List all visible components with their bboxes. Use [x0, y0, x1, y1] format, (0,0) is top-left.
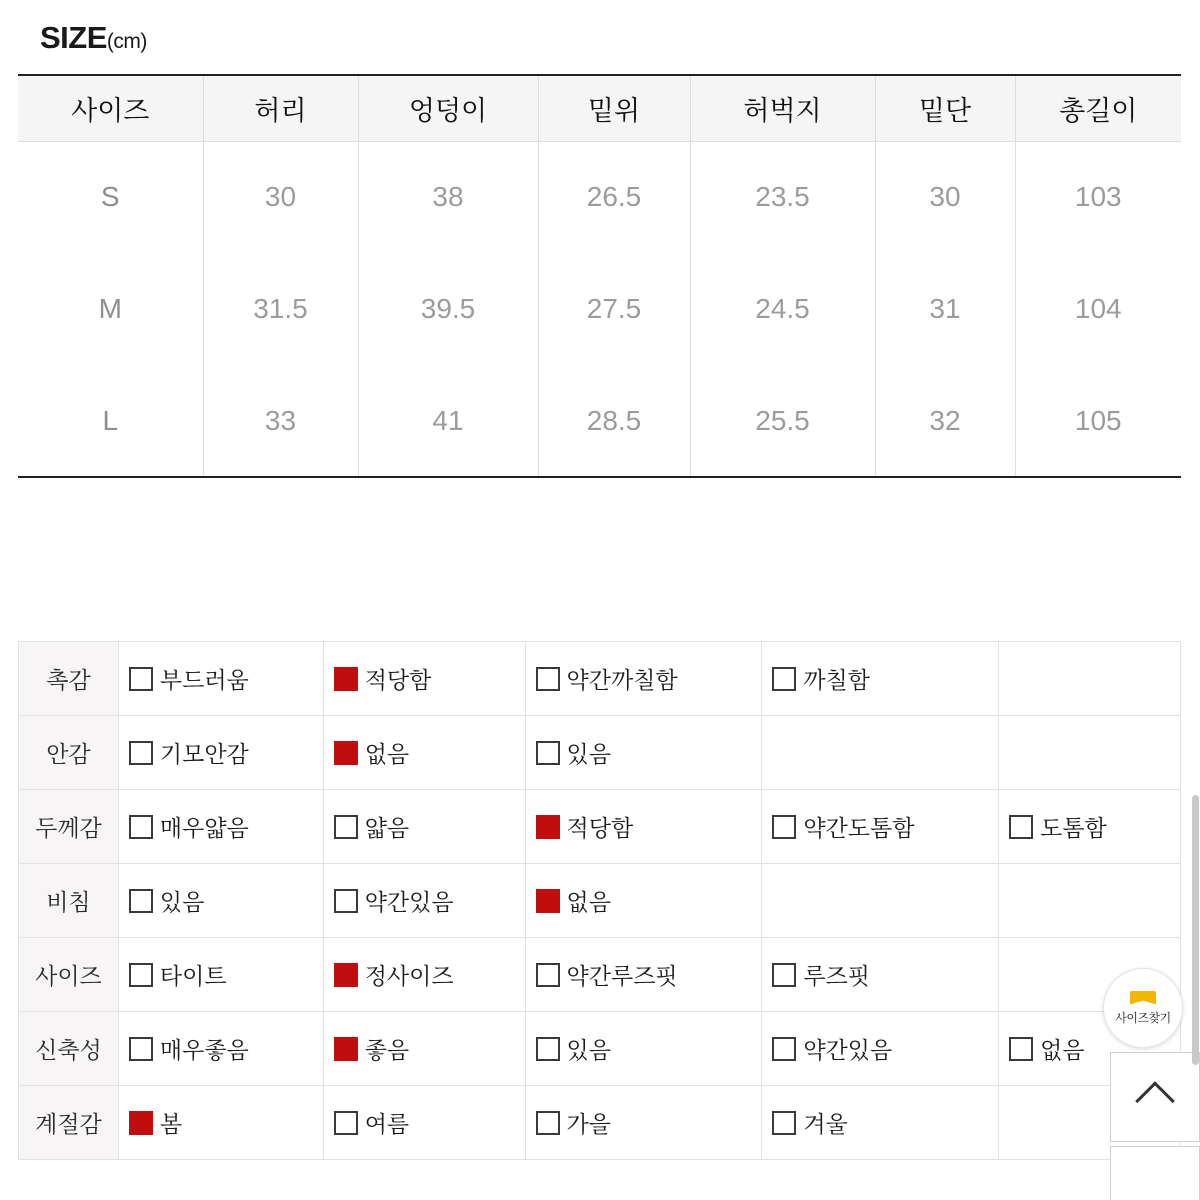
- checkbox-icon: [536, 1111, 560, 1135]
- attribute-option: [118, 790, 323, 864]
- attribute-option-label: 약간있음: [364, 889, 454, 915]
- size-cell: 39.5: [358, 253, 538, 365]
- tag-icon: [1130, 991, 1156, 1006]
- attribute-option-label: 없음: [1040, 1037, 1085, 1063]
- size-table-header-row: [18, 75, 1181, 141]
- scrollbar-thumb[interactable]: [1192, 795, 1199, 1065]
- attribute-option-label: 봄: [159, 1111, 183, 1137]
- attribute-label: 계절감: [19, 1086, 119, 1160]
- checkbox-icon: [129, 889, 153, 913]
- attribute-option-label: 타이트: [159, 963, 227, 989]
- attribute-option: [525, 1012, 762, 1086]
- attribute-option-label: 좋음: [364, 1037, 410, 1063]
- size-col-header: 사이즈: [18, 75, 203, 141]
- checkbox-checked-icon: [334, 741, 358, 765]
- size-title-main: SIZE: [40, 20, 107, 55]
- attribute-option-label: 없음: [364, 741, 410, 767]
- size-row-label: L: [18, 365, 203, 477]
- checkbox-icon: [129, 963, 153, 987]
- attribute-option-label: 적당함: [566, 815, 634, 841]
- attribute-option-label: 적당함: [364, 667, 432, 693]
- checkbox-icon: [334, 815, 358, 839]
- size-cell: 30: [875, 141, 1015, 253]
- attribute-option: [118, 1086, 323, 1160]
- attribute-option-label: 매우얇음: [159, 815, 249, 841]
- table-row: [19, 1086, 1181, 1160]
- attribute-option-label: 가을: [566, 1111, 611, 1137]
- checkbox-icon: [129, 741, 153, 765]
- attribute-option-label: 부드러움: [159, 667, 249, 693]
- attribute-option: [525, 1086, 762, 1160]
- size-table: [18, 74, 1181, 478]
- scroll-to-bottom-button[interactable]: [1110, 1146, 1200, 1200]
- attribute-option-label: 정사이즈: [364, 963, 454, 989]
- size-cell: 41: [358, 365, 538, 477]
- attribute-option-label: 약간까칠함: [566, 667, 678, 693]
- attribute-option-label: 루즈핏: [803, 963, 870, 989]
- size-col-header: 밑위: [538, 75, 690, 141]
- attribute-option-label: 있음: [566, 741, 611, 767]
- checkbox-icon: [129, 815, 153, 839]
- attribute-option-label: 있음: [566, 1037, 611, 1063]
- size-cell: 32: [875, 365, 1015, 477]
- attribute-option-label: 약간있음: [803, 1037, 893, 1063]
- table-row: [19, 938, 1181, 1012]
- checkbox-icon: [129, 1037, 153, 1061]
- size-cell: 105: [1074, 404, 1122, 436]
- table-row: [19, 716, 1181, 790]
- attribute-option: [118, 1012, 323, 1086]
- checkbox-icon: [772, 815, 796, 839]
- attribute-option: [762, 938, 999, 1012]
- size-col-header: 엉덩이: [358, 75, 538, 141]
- size-cell: 27.5: [538, 253, 690, 365]
- size-cell: 23.5: [690, 141, 875, 253]
- scroll-to-top-button[interactable]: [1110, 1052, 1200, 1142]
- size-col-header: 허벅지: [690, 75, 875, 141]
- attribute-option: [525, 938, 762, 1012]
- size-cell: 24.5: [690, 253, 875, 365]
- attribute-option: [118, 864, 323, 938]
- size-section-title: [40, 20, 147, 56]
- attribute-option: [762, 642, 999, 716]
- attribute-option-label: 약간루즈핏: [566, 963, 678, 989]
- checkbox-icon: [334, 889, 358, 913]
- size-title-unit: (cm): [106, 30, 147, 53]
- size-cell: 26.5: [538, 141, 690, 253]
- table-row: [19, 1012, 1181, 1086]
- size-cell: 31: [875, 253, 1015, 365]
- checkbox-icon: [772, 1037, 796, 1061]
- attribute-option: [525, 790, 762, 864]
- size-cell: 103: [1074, 181, 1122, 213]
- table-row: [19, 864, 1181, 938]
- attribute-option: [323, 1086, 525, 1160]
- checkbox-icon: [129, 667, 153, 691]
- attribute-label: 두께감: [19, 790, 119, 864]
- attribute-option: [762, 790, 999, 864]
- size-cell: 38: [358, 141, 538, 253]
- attribute-option-label: 없음: [566, 889, 611, 915]
- checkbox-icon: [772, 963, 796, 987]
- page-scrollbar[interactable]: [1191, 0, 1200, 1200]
- attribute-label: 비침: [19, 864, 119, 938]
- attribute-option-label: 얇음: [364, 815, 410, 841]
- attribute-option: [323, 864, 525, 938]
- attribute-option: [762, 1086, 999, 1160]
- table-row: [19, 790, 1181, 864]
- attribute-option-label: 약간도톰함: [803, 815, 915, 841]
- table-row: [19, 642, 1181, 716]
- attribute-option-empty: [999, 716, 1181, 790]
- attribute-option-empty: [762, 864, 999, 938]
- table-row: [18, 365, 1181, 477]
- size-row-label: M: [18, 253, 203, 365]
- checkbox-checked-icon: [334, 1037, 358, 1061]
- attribute-option-label: 도톰함: [1040, 815, 1107, 841]
- table-row: [18, 253, 1181, 365]
- attribute-option: [999, 790, 1181, 864]
- attribute-label: 사이즈: [19, 938, 119, 1012]
- attribute-option-empty: [762, 716, 999, 790]
- checkbox-icon: [536, 963, 560, 987]
- attribute-option-label: 까칠함: [803, 667, 870, 693]
- checkbox-icon: [772, 667, 796, 691]
- attribute-option: [762, 1012, 999, 1086]
- attribute-option: [118, 716, 323, 790]
- checkbox-icon: [1009, 1037, 1033, 1061]
- checkbox-checked-icon: [334, 667, 358, 691]
- checkbox-checked-icon: [129, 1111, 153, 1135]
- checkbox-checked-icon: [334, 963, 358, 987]
- size-cell: 33: [203, 365, 358, 477]
- checkbox-checked-icon: [536, 815, 560, 839]
- size-cell: 30: [203, 141, 358, 253]
- attribute-option: [323, 790, 525, 864]
- attribute-option-empty: [999, 642, 1181, 716]
- attribute-option-label: 매우좋음: [159, 1037, 249, 1063]
- checkbox-icon: [536, 1037, 560, 1061]
- checkbox-icon: [536, 667, 560, 691]
- attribute-option: [525, 642, 762, 716]
- table-row: [18, 141, 1181, 253]
- attribute-option-label: 기모안감: [159, 741, 249, 767]
- attribute-label: 안감: [19, 716, 119, 790]
- checkbox-checked-icon: [536, 889, 560, 913]
- chevron-up-icon: [1135, 1081, 1175, 1121]
- size-cell: 31.5: [203, 253, 358, 365]
- fabric-attribute-table: [18, 641, 1181, 1160]
- checkbox-icon: [1009, 815, 1033, 839]
- size-col-header: 총길이: [1015, 75, 1181, 141]
- attribute-option-empty: [999, 864, 1181, 938]
- size-col-header: 허리: [203, 75, 358, 141]
- attribute-option: [118, 642, 323, 716]
- attribute-option-label: 여름: [364, 1111, 410, 1137]
- size-cell: 25.5: [690, 365, 875, 477]
- attribute-option-label: 겨울: [803, 1111, 848, 1137]
- size-finder-button[interactable]: [1103, 968, 1183, 1048]
- checkbox-icon: [334, 1111, 358, 1135]
- attribute-option-label: 있음: [159, 889, 205, 915]
- size-col-header: 밑단: [875, 75, 1015, 141]
- checkbox-icon: [536, 741, 560, 765]
- attribute-option: [323, 642, 525, 716]
- checkbox-icon: [772, 1111, 796, 1135]
- size-row-label: S: [18, 141, 203, 253]
- attribute-label: 촉감: [19, 642, 119, 716]
- attribute-label: 신축성: [19, 1012, 119, 1086]
- attribute-option: [323, 938, 525, 1012]
- size-cell: 28.5: [538, 365, 690, 477]
- attribute-option: [323, 716, 525, 790]
- size-finder-label: 사이즈찾기: [1115, 1010, 1171, 1025]
- size-cell: 104: [1074, 293, 1122, 324]
- attribute-option: [118, 938, 323, 1012]
- attribute-option: [323, 1012, 525, 1086]
- attribute-option: [525, 864, 762, 938]
- attribute-option: [525, 716, 762, 790]
